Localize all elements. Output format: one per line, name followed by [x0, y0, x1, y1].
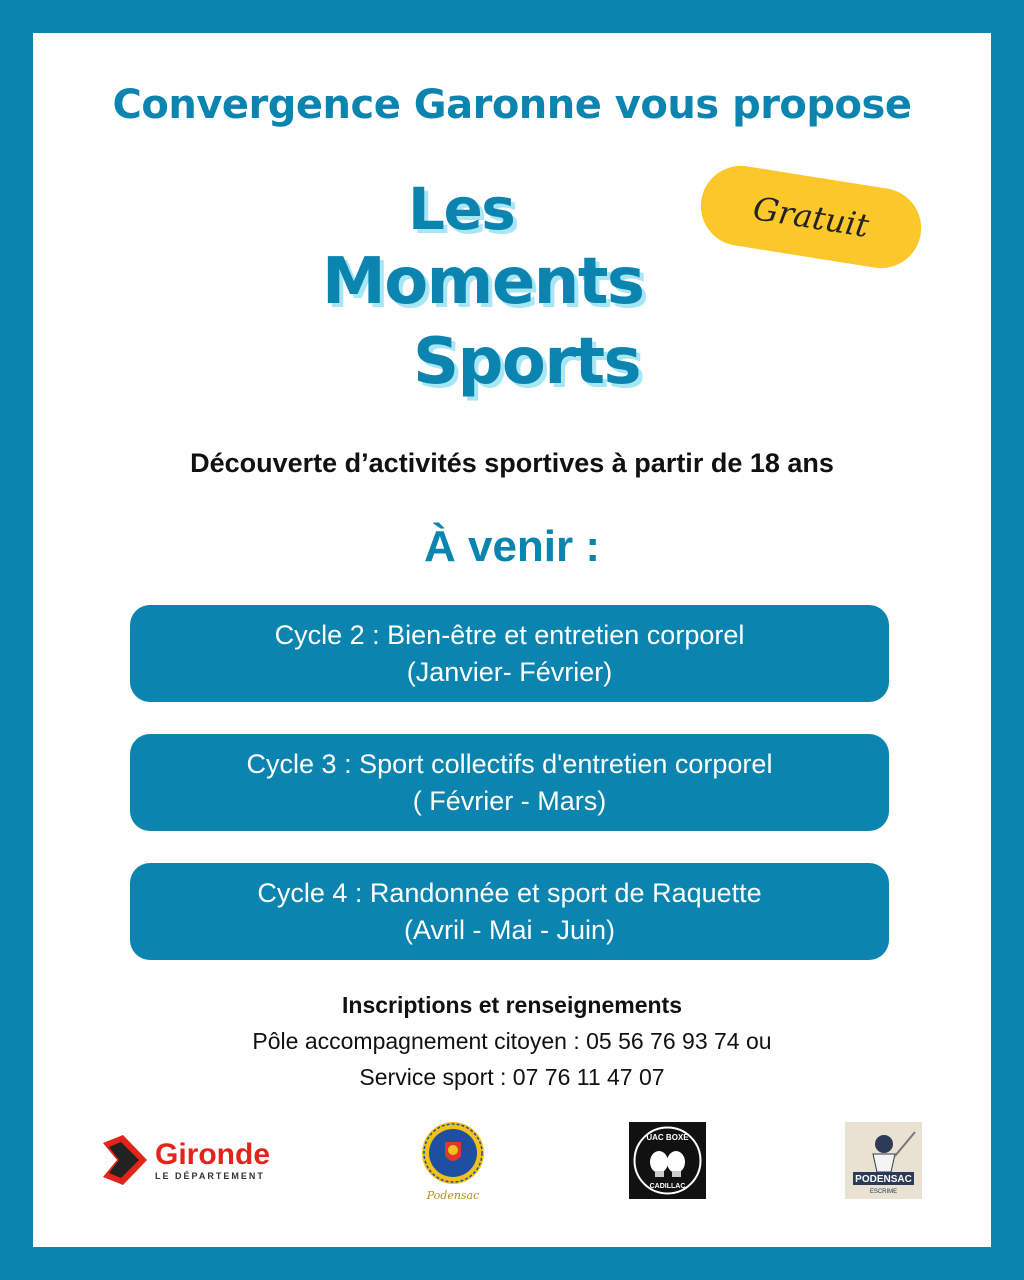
- escrime-name: PODENSAC: [855, 1174, 912, 1185]
- title-sports: Sports: [413, 325, 641, 399]
- contact-line-2: Service sport : 07 76 11 47 07: [359, 1064, 665, 1090]
- cycle-period: (Avril - Mai - Juin): [403, 914, 616, 945]
- podensac-label: Podensac: [426, 1189, 480, 1202]
- box-top-text: UAC BOXE: [646, 1133, 689, 1142]
- podensac-logo: [418, 1120, 488, 1202]
- fencing-club-logo: [845, 1122, 922, 1199]
- box-bottom-text: CADILLAC: [649, 1183, 686, 1190]
- podensac-seal-icon: [418, 1120, 488, 1186]
- cycle-title: Cycle 3 : Sport collectifs d'entretien corporel: [246, 748, 773, 779]
- contact-title: Inscriptions et renseignements: [342, 992, 682, 1018]
- title-les: Les: [408, 175, 515, 243]
- escrime-sub: ESCRIME: [869, 1189, 898, 1195]
- upcoming-heading: À venir :: [423, 522, 601, 571]
- fencer-icon: [845, 1122, 922, 1199]
- gironde-sub: LE DÉPARTEMENT: [155, 1170, 265, 1181]
- contact-line-1: Pôle accompagnement citoyen : 05 56 76 93 74 ou: [252, 1028, 772, 1054]
- boxing-club-logo: [629, 1122, 706, 1199]
- subtitle: Découverte d’activités sportives à partir de 18 ans: [190, 448, 834, 478]
- free-badge-label: Gratuit: [750, 189, 872, 245]
- title-moments: Moments: [322, 245, 644, 319]
- cycle-period: ( Février - Mars): [412, 785, 607, 816]
- cycle-card: [130, 605, 889, 702]
- gironde-logo: [103, 1135, 270, 1185]
- gironde-name: Gironde: [155, 1137, 271, 1171]
- cycle-period: (Janvier- Février): [406, 656, 613, 687]
- cycle-title: Cycle 4 : Randonnée et sport de Raquette: [257, 877, 762, 908]
- gironde-chevron-icon: [103, 1135, 147, 1185]
- cycle-title: Cycle 2 : Bien-être et entretien corporel: [274, 619, 745, 650]
- cycle-card: [130, 734, 889, 831]
- boxing-gloves-icon: [629, 1122, 706, 1199]
- cycle-card: [130, 863, 889, 960]
- headline: Convergence Garonne vous propose: [112, 82, 912, 128]
